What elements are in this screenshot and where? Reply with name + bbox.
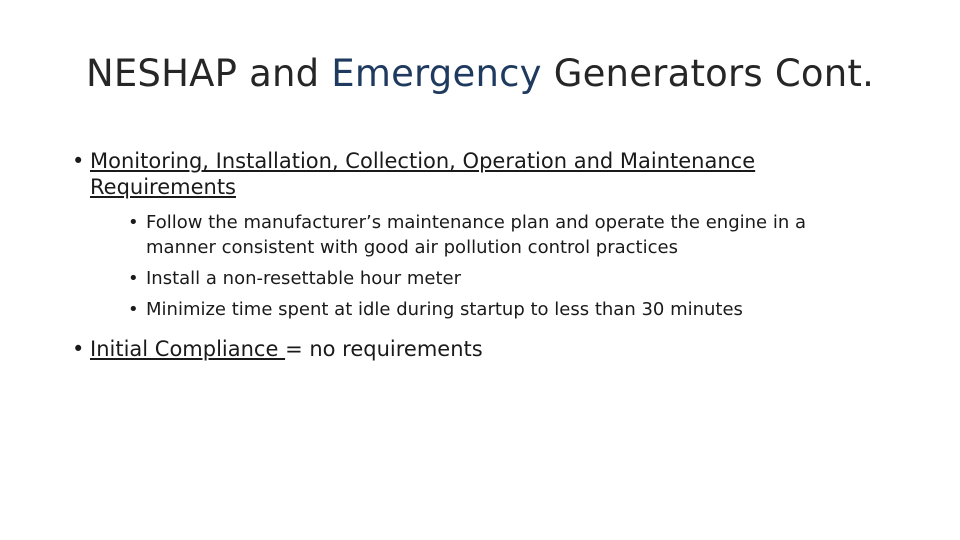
sub-bullet-hour-meter	[90, 266, 872, 291]
sub-bullet-list	[90, 210, 872, 322]
title-part-2: Emergency	[331, 52, 542, 95]
bullet-marker: •	[72, 337, 85, 361]
bullet-2-rest-text: = no requirements	[285, 337, 483, 361]
bullet-initial-compliance	[72, 336, 872, 362]
sub-bullet-marker: •	[128, 299, 139, 320]
sub-bullet-2-text: Install a non-resettable hour meter	[146, 268, 461, 289]
sub-bullet-3-text: Minimize time spent at idle during startup to less than 30 minutes	[146, 299, 743, 320]
title-part-3: Generators Cont.	[541, 52, 875, 95]
sub-bullet-maintenance-plan	[90, 210, 872, 260]
slide-title	[0, 52, 960, 95]
bullet-2-underlined-text: Initial Compliance	[90, 337, 286, 361]
sub-bullet-idle-time	[90, 297, 872, 322]
bullet-monitoring-requirements	[72, 148, 872, 322]
title-part-1: NESHAP and	[85, 52, 332, 95]
bullet-1-underlined-text: Monitoring, Installation, Collection, Operation and Maintenance Requirements	[90, 149, 756, 199]
sub-bullet-marker: •	[128, 212, 139, 233]
bullet-marker: •	[72, 149, 85, 173]
sub-bullet-marker: •	[128, 268, 139, 289]
slide-body	[72, 148, 872, 362]
sub-bullet-1-text: Follow the manufacturer’s maintenance plan and operate the engine in a manner consistent with good air pollution control practices	[146, 212, 807, 258]
